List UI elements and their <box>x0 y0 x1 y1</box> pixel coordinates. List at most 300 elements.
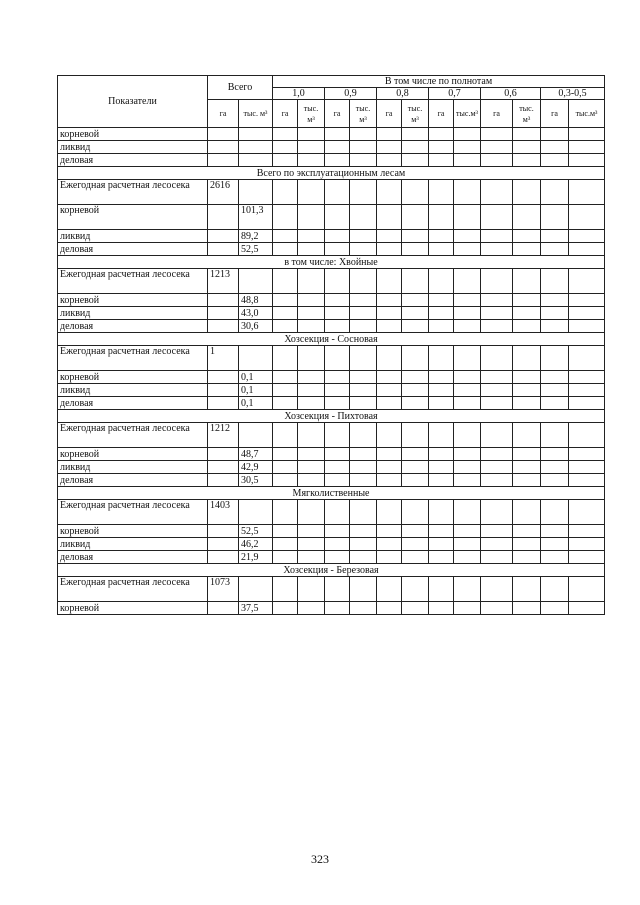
density-cell <box>513 538 541 551</box>
density-cell <box>273 602 298 615</box>
density-cell <box>569 180 605 205</box>
table-row <box>58 525 605 538</box>
density-cell <box>273 307 298 320</box>
total-m3-cell: 30,6 <box>239 320 273 333</box>
table-row <box>58 448 605 461</box>
density-cell <box>402 525 429 538</box>
density-cell <box>325 551 350 564</box>
density-cell <box>350 551 377 564</box>
density-cell <box>481 141 513 154</box>
table-row <box>58 230 605 243</box>
density-cell <box>454 602 481 615</box>
table-row <box>58 602 605 615</box>
density-cell <box>569 128 605 141</box>
density-cell <box>454 180 481 205</box>
density-cell <box>429 551 454 564</box>
density-cell <box>513 551 541 564</box>
total-m3-cell: 0,1 <box>239 371 273 384</box>
total-m3-cell <box>239 346 273 371</box>
table-row <box>58 307 605 320</box>
density-cell <box>541 294 569 307</box>
total-m3-cell: 37,5 <box>239 602 273 615</box>
density-cell <box>541 397 569 410</box>
density-cell <box>569 205 605 230</box>
density-header: 1,0 <box>273 88 325 100</box>
density-cell <box>454 307 481 320</box>
density-cell <box>402 243 429 256</box>
density-cell <box>454 461 481 474</box>
density-cell <box>454 423 481 448</box>
total-m3-cell: 42,9 <box>239 461 273 474</box>
density-cell <box>454 320 481 333</box>
density-cell <box>402 141 429 154</box>
density-cell <box>429 461 454 474</box>
density-cell <box>429 269 454 294</box>
density-cell <box>454 538 481 551</box>
density-cell <box>541 538 569 551</box>
density-cell <box>377 384 402 397</box>
density-cell <box>298 538 325 551</box>
total-m3-cell: 0,1 <box>239 384 273 397</box>
density-cell <box>350 128 377 141</box>
density-cell <box>325 461 350 474</box>
density-cell <box>298 154 325 167</box>
density-cell <box>454 154 481 167</box>
density-cell <box>569 551 605 564</box>
density-cell <box>513 461 541 474</box>
density-cell <box>325 230 350 243</box>
density-cell <box>513 269 541 294</box>
density-cell <box>513 243 541 256</box>
density-cell <box>325 538 350 551</box>
density-cell <box>402 397 429 410</box>
density-cell <box>541 243 569 256</box>
density-cell <box>402 577 429 602</box>
density-cell <box>273 180 298 205</box>
density-cell <box>513 448 541 461</box>
density-cell <box>350 371 377 384</box>
density-cell <box>569 269 605 294</box>
density-cell <box>402 461 429 474</box>
table-row <box>58 154 605 167</box>
density-cell <box>350 141 377 154</box>
density-cell <box>569 525 605 538</box>
density-cell <box>402 448 429 461</box>
density-cell <box>569 448 605 461</box>
density-cell <box>429 320 454 333</box>
density-cell <box>454 269 481 294</box>
total-m3-cell <box>239 141 273 154</box>
unit-header: га <box>325 100 350 128</box>
table-row <box>58 128 605 141</box>
density-cell <box>377 602 402 615</box>
density-cell <box>429 307 454 320</box>
row-label: корневой <box>58 205 208 230</box>
row-label: Ежегодная расчетная лесосека <box>58 346 208 371</box>
density-cell <box>402 128 429 141</box>
density-cell <box>350 577 377 602</box>
unit-header: тыс. м³ <box>350 100 377 128</box>
row-label: Ежегодная расчетная лесосека <box>58 269 208 294</box>
density-header: 0,3-0,5 <box>541 88 605 100</box>
density-cell <box>377 577 402 602</box>
density-cell <box>541 448 569 461</box>
density-cell <box>350 474 377 487</box>
density-cell <box>377 154 402 167</box>
unit-header: тыс.м³ <box>454 100 481 128</box>
table-row <box>58 461 605 474</box>
density-cell <box>481 154 513 167</box>
density-cell <box>541 384 569 397</box>
row-label: Ежегодная расчетная лесосека <box>58 577 208 602</box>
total-ha-cell <box>208 205 239 230</box>
density-cell <box>569 461 605 474</box>
unit-header: га <box>481 100 513 128</box>
density-cell <box>377 294 402 307</box>
density-cell <box>541 346 569 371</box>
density-cell <box>273 320 298 333</box>
density-cell <box>402 500 429 525</box>
row-label: ликвид <box>58 307 208 320</box>
density-cell <box>273 294 298 307</box>
density-cell <box>350 205 377 230</box>
total-ha-cell <box>208 294 239 307</box>
density-cell <box>402 154 429 167</box>
section-title: Мягколиственные <box>58 487 605 500</box>
density-cell <box>402 346 429 371</box>
density-cell <box>454 525 481 538</box>
density-cell <box>569 320 605 333</box>
total-ha-cell <box>208 371 239 384</box>
density-cell <box>298 461 325 474</box>
density-cell <box>350 423 377 448</box>
total-m3-cell <box>239 423 273 448</box>
density-cell <box>325 500 350 525</box>
forest-harvest-table <box>57 75 605 615</box>
density-cell <box>454 474 481 487</box>
density-cell <box>569 307 605 320</box>
total-m3-cell: 89,2 <box>239 230 273 243</box>
density-cell <box>273 371 298 384</box>
density-cell <box>325 448 350 461</box>
total-ha-cell <box>208 128 239 141</box>
density-cell <box>513 320 541 333</box>
density-cell <box>377 320 402 333</box>
density-cell <box>402 384 429 397</box>
density-cell <box>454 294 481 307</box>
density-cell <box>541 577 569 602</box>
row-label: Ежегодная расчетная лесосека <box>58 500 208 525</box>
density-header: 0,6 <box>481 88 541 100</box>
density-cell <box>377 423 402 448</box>
total-m3-cell: 52,5 <box>239 243 273 256</box>
density-cell <box>481 500 513 525</box>
section-title: Хозсекция - Березовая <box>58 564 605 577</box>
density-cell <box>298 269 325 294</box>
density-cell <box>298 243 325 256</box>
density-cell <box>541 205 569 230</box>
total-ha-cell: 1213 <box>208 269 239 294</box>
total-ha-cell <box>208 525 239 538</box>
density-cell <box>298 230 325 243</box>
row-label: корневой <box>58 448 208 461</box>
density-cell <box>402 205 429 230</box>
density-cell <box>513 205 541 230</box>
row-label: ликвид <box>58 461 208 474</box>
density-cell <box>273 269 298 294</box>
density-cell <box>325 154 350 167</box>
table-row <box>58 371 605 384</box>
density-cell <box>481 371 513 384</box>
density-cell <box>325 384 350 397</box>
table-row <box>58 180 605 205</box>
density-cell <box>481 538 513 551</box>
total-m3-cell: 46,2 <box>239 538 273 551</box>
density-cell <box>350 320 377 333</box>
density-header: 0,9 <box>325 88 377 100</box>
density-cell <box>325 141 350 154</box>
density-cell <box>513 294 541 307</box>
density-cell <box>481 448 513 461</box>
section-title: в том числе: Хвойные <box>58 256 605 269</box>
density-cell <box>481 230 513 243</box>
density-cell <box>454 346 481 371</box>
density-cell <box>429 243 454 256</box>
total-m3-cell: 0,1 <box>239 397 273 410</box>
row-label: деловая <box>58 243 208 256</box>
density-cell <box>273 551 298 564</box>
table-body <box>58 128 605 615</box>
density-cell <box>569 538 605 551</box>
density-cell <box>325 128 350 141</box>
density-cell <box>377 141 402 154</box>
density-cell <box>481 525 513 538</box>
density-cell <box>325 577 350 602</box>
density-cell <box>513 371 541 384</box>
density-cell <box>273 154 298 167</box>
density-cell <box>481 128 513 141</box>
density-cell <box>350 307 377 320</box>
density-cell <box>298 128 325 141</box>
section-row <box>58 410 605 423</box>
density-cell <box>541 128 569 141</box>
density-cell <box>350 500 377 525</box>
density-cell <box>377 371 402 384</box>
row-label: деловая <box>58 397 208 410</box>
density-cell <box>429 154 454 167</box>
row-label: Ежегодная расчетная лесосека <box>58 180 208 205</box>
table-row <box>58 551 605 564</box>
density-cell <box>454 397 481 410</box>
table-row <box>58 243 605 256</box>
table-row <box>58 500 605 525</box>
total-m3-cell: 101,3 <box>239 205 273 230</box>
total-ha-cell <box>208 243 239 256</box>
density-cell <box>377 346 402 371</box>
density-cell <box>569 423 605 448</box>
density-cell <box>541 230 569 243</box>
section-row <box>58 487 605 500</box>
density-cell <box>325 474 350 487</box>
density-cell <box>541 461 569 474</box>
total-m3-cell: 43,0 <box>239 307 273 320</box>
density-cell <box>513 423 541 448</box>
density-cell <box>481 397 513 410</box>
density-cell <box>429 205 454 230</box>
section-row <box>58 167 605 180</box>
density-cell <box>298 474 325 487</box>
density-cell <box>298 180 325 205</box>
density-cell <box>273 141 298 154</box>
row-label: ликвид <box>58 141 208 154</box>
density-cell <box>454 141 481 154</box>
section-row <box>58 256 605 269</box>
density-cell <box>377 448 402 461</box>
density-cell <box>298 500 325 525</box>
density-cell <box>298 448 325 461</box>
density-cell <box>429 294 454 307</box>
row-label: деловая <box>58 154 208 167</box>
density-cell <box>541 525 569 538</box>
density-cell <box>402 474 429 487</box>
density-cell <box>569 384 605 397</box>
density-cell <box>402 269 429 294</box>
density-cell <box>350 230 377 243</box>
density-cell <box>402 371 429 384</box>
density-cell <box>298 371 325 384</box>
density-cell <box>402 307 429 320</box>
density-cell <box>541 154 569 167</box>
density-cell <box>569 371 605 384</box>
density-cell <box>541 141 569 154</box>
density-cell <box>481 320 513 333</box>
density-cell <box>513 577 541 602</box>
density-cell <box>481 269 513 294</box>
table-row <box>58 269 605 294</box>
density-cell <box>377 500 402 525</box>
total-ha-cell <box>208 461 239 474</box>
density-cell <box>481 577 513 602</box>
density-cell <box>569 243 605 256</box>
total-ha-cell <box>208 141 239 154</box>
total-m3-cell: 21,9 <box>239 551 273 564</box>
density-cell <box>402 551 429 564</box>
density-cell <box>454 230 481 243</box>
density-cell <box>350 269 377 294</box>
density-cell <box>298 577 325 602</box>
density-cell <box>541 500 569 525</box>
density-cell <box>402 180 429 205</box>
unit-header: тыс.м³ <box>569 100 605 128</box>
table-row <box>58 320 605 333</box>
density-cell <box>429 371 454 384</box>
density-cell <box>481 294 513 307</box>
density-cell <box>402 423 429 448</box>
total-ha-cell <box>208 384 239 397</box>
density-cell <box>325 294 350 307</box>
table-row <box>58 294 605 307</box>
row-label: корневой <box>58 525 208 538</box>
density-cell <box>273 384 298 397</box>
density-cell <box>273 243 298 256</box>
density-cell <box>541 307 569 320</box>
density-cell <box>325 602 350 615</box>
unit-header: га <box>541 100 569 128</box>
density-cell <box>377 180 402 205</box>
density-cell <box>513 397 541 410</box>
total-m3-cell: 48,8 <box>239 294 273 307</box>
density-cell <box>454 205 481 230</box>
row-label: корневой <box>58 294 208 307</box>
density-cell <box>429 423 454 448</box>
density-cell <box>541 371 569 384</box>
total-ha-cell <box>208 307 239 320</box>
density-cell <box>481 346 513 371</box>
density-cell <box>513 154 541 167</box>
density-cell <box>513 500 541 525</box>
density-cell <box>569 602 605 615</box>
density-cell <box>429 230 454 243</box>
density-cell <box>325 371 350 384</box>
density-cell <box>325 423 350 448</box>
total-m3-cell: 52,5 <box>239 525 273 538</box>
unit-header: тыс. м³ <box>239 100 273 128</box>
total-ha-cell <box>208 602 239 615</box>
total-ha-cell: 1212 <box>208 423 239 448</box>
density-cell <box>325 180 350 205</box>
row-label: деловая <box>58 320 208 333</box>
density-cell <box>513 128 541 141</box>
density-header: 0,7 <box>429 88 481 100</box>
density-cell <box>569 500 605 525</box>
total-ha-cell <box>208 551 239 564</box>
density-cell <box>541 551 569 564</box>
density-cell <box>454 577 481 602</box>
density-cell <box>273 128 298 141</box>
density-cell <box>325 269 350 294</box>
density-cell <box>350 346 377 371</box>
density-cell <box>402 602 429 615</box>
density-cell <box>569 474 605 487</box>
density-cell <box>541 269 569 294</box>
density-cell <box>429 500 454 525</box>
table-row <box>58 384 605 397</box>
density-cell <box>454 500 481 525</box>
density-cell <box>429 448 454 461</box>
density-cell <box>350 397 377 410</box>
total-m3-cell <box>239 154 273 167</box>
density-cell <box>273 448 298 461</box>
density-cell <box>377 128 402 141</box>
density-cell <box>350 243 377 256</box>
density-cell <box>298 307 325 320</box>
density-cell <box>454 243 481 256</box>
density-cell <box>377 230 402 243</box>
density-cell <box>481 243 513 256</box>
density-cell <box>481 551 513 564</box>
density-header: 0,8 <box>377 88 429 100</box>
density-cell <box>298 141 325 154</box>
page-number: 323 <box>311 852 329 866</box>
density-cell <box>377 205 402 230</box>
density-cell <box>298 294 325 307</box>
density-cell <box>350 154 377 167</box>
table-header <box>58 76 605 128</box>
density-cell <box>481 461 513 474</box>
density-cell <box>298 320 325 333</box>
density-cell <box>429 141 454 154</box>
table-row <box>58 474 605 487</box>
